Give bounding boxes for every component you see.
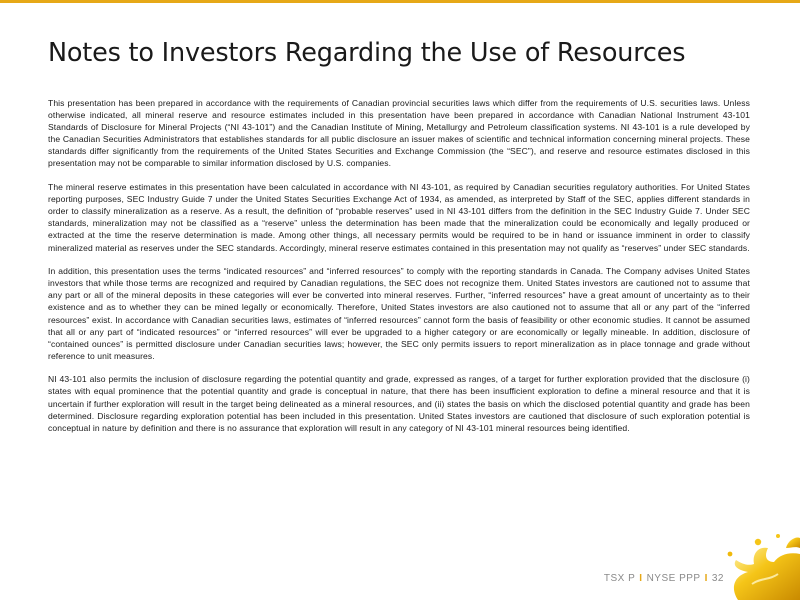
page-number: 32 [711, 573, 724, 584]
ticker-nyse: NYSE PPP [646, 573, 701, 584]
slide-footer [604, 573, 724, 584]
paragraph-3: In addition, this presentation uses the terms “indicated resources” and “inferred resources” to comply with the reporting standards in Canada. The Company advises United States investors that while those terms are recognized and required by Canadian regulations, the SEC does not recognize them. United States investors are cautioned not to assume that any part or all of the mineral deposits in these categories will ever be converted into mineral reserves. Further, “inferred resources” have a great amount of uncertainty as to their existence and as to whether they can be mined legally or economically. Therefore, United States investors are also cautioned not to assume that all or any part of the “inferred resources” exist. In accordance with Canadian securities laws, estimates of “inferred resources” cannot form the basis of feasibility or other economic studies. It cannot be assumed that all or any part of “indicated resources” or “inferred resources” will ever be upgraded to a higher category or are economically or legally mineable. In addition, disclosure of “contained ounces” is permitted disclosure under Canadian securities laws; however, the SEC only permits issuers to report mineralization as in place tonnage and grade without reference to unit measures. [48, 266, 750, 361]
footer-separator: I [639, 573, 643, 584]
ticker-tsx: TSX P [603, 573, 636, 584]
paragraph-4: NI 43-101 also permits the inclusion of disclosure regarding the potential quantity and grade, expressed as ranges, of a target for further exploration provided that the disclosure (i) states with equal prominence that the potential quantity and grade is conceptual in nature, that there has been insufficient exploration to define a mineral resource and that it is uncertain if further exploration will result in the target being delineated as a mineral resources, and (ii) states the basis on which the disclosed potential quantity and grade has been determined. Disclosure regarding exploration potential has been included in this presentation. United States investors are cautioned that disclosure of such exploration potential is conceptual in nature by definition and there is no assurance that exploration will result in any category of NI 43-101 mineral resources being identified. [48, 374, 750, 433]
paragraph-2: The mineral reserve estimates in this presentation have been calculated in accordance with NI 43-101, as required by Canadian securities regulatory authorities. For United States reporting purposes, SEC Industry Guide 7 under the United States Securities Exchange Act of 1934, as amended, as interpreted by Staff of the SEC, applies different standards in order to classify mineralization as a reserve. As a result, the definition of “probable reserves” used in NI 43-101 differs from the definition in the SEC Industry Guide 7. Under SEC standards, mineralization may not be classified as a “reserve” unless the determination has been made that the mineralization could be economically and legally produced or extracted at the time the reserve determination is made. Among other things, all necessary permits would be required to be in hand or issuance imminent in order to classify mineralized material as reserves under the SEC standards. Accordingly, mineral reserve estimates contained in this presentation may not qualify as “reserves” under SEC standards. [48, 182, 750, 253]
paragraph-1: This presentation has been prepared in accordance with the requirements of Canadian provincial securities laws which differ from the requirements of U.S. securities laws. Unless otherwise indicated, all mineral reserve and resource estimates included in this presentation have been prepared in accordance with Canadian National Instrument 43-101 Standards of Disclosure for Mineral Projects (“NI 43-101”) and the Canadian Institute of Mining, Metallurgy and Petroleum classification systems. NI 43-101 is a rule developed by the Canadian Securities Administrators that establishes standards for all public disclosure an issuer makes of scientific and technical information concerning mineral projects. These standards differ significantly from the requirements of the United States Securities and Exchange Commission (the “SEC”), and reserve and resource estimates disclosed in this presentation may not be comparable to similar information disclosed by U.S. companies. [48, 98, 750, 169]
footer-separator: I [704, 573, 708, 584]
gold-splash-icon [708, 514, 800, 600]
top-accent-rule [0, 0, 800, 3]
page-title: Notes to Investors Regarding the Use of Resources [48, 38, 686, 68]
disclaimer-body [48, 97, 750, 445]
